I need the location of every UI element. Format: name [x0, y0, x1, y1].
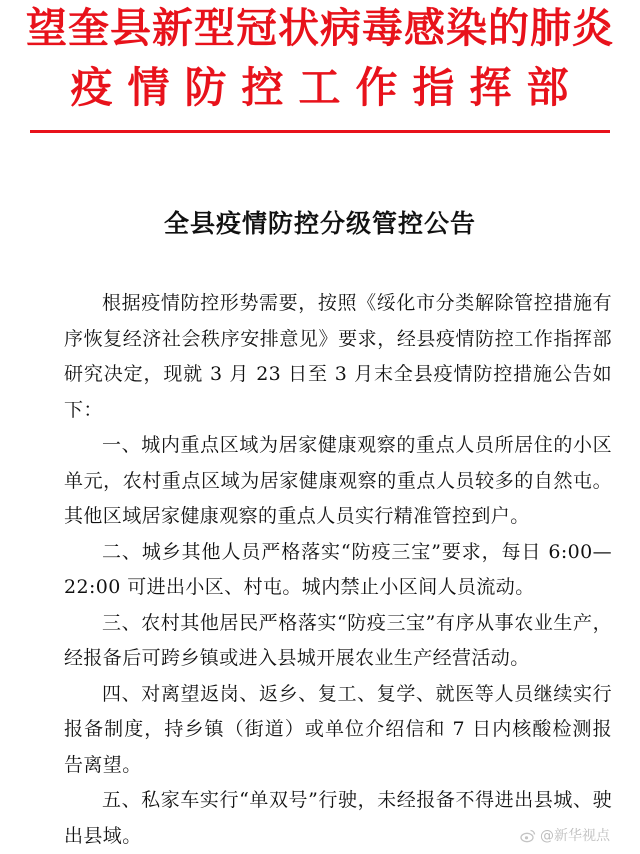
- document-body: [64, 286, 612, 854]
- letterhead: [0, 0, 640, 140]
- document-title: 全县疫情防控分级管控公告: [163, 209, 476, 238]
- paragraph-intro: 根据疫情防控形势需要，按照《绥化市分类解除管控措施有序恢复经济社会秩序安排意见》要求，经县疫情防控工作指挥部研究决定，现就 3 月 23 日至 3 月末全县疫情防控措施公告如下：: [64, 292, 612, 421]
- letterhead-line-2: 疫情防控工作指挥部: [70, 63, 584, 112]
- watermark-text: @新华视点: [540, 828, 610, 844]
- weibo-icon: [520, 828, 536, 844]
- source-watermark: [520, 826, 610, 846]
- paragraph-item-1: 一、城内重点区域为居家健康观察的重点人员所居住的小区单元，农村重点区域为居家健康观察的重点人员较多的自然屯。其他区域居家健康观察的重点人员实行精准管控到户。: [64, 434, 612, 527]
- paragraph-item-3: 三、农村其他居民严格落实“防疫三宝”有序从事农业生产，经报备后可跨乡镇或进入县城开展农业生产经营活动。: [64, 611, 612, 669]
- paragraph-item-5: 五、私家车实行“单双号”行驶，未经报备不得进出县城、驶出县域。: [64, 789, 612, 847]
- paragraph-item-4: 四、对离望返岗、返乡、复工、复学、就医等人员继续实行报备制度，持乡镇（街道）或单位介绍信和 7 日内核酸检测报告离望。: [64, 682, 612, 776]
- letterhead-red-rule: [30, 130, 610, 133]
- letterhead-line-1: 望奎县新型冠状病毒感染的肺炎: [26, 4, 614, 52]
- paragraph-item-2: 二、城乡其他人员严格落实“防疫三宝”要求，每日 6:00—22:00 可进出小区、村屯。城内禁止小区间人员流动。: [64, 540, 612, 598]
